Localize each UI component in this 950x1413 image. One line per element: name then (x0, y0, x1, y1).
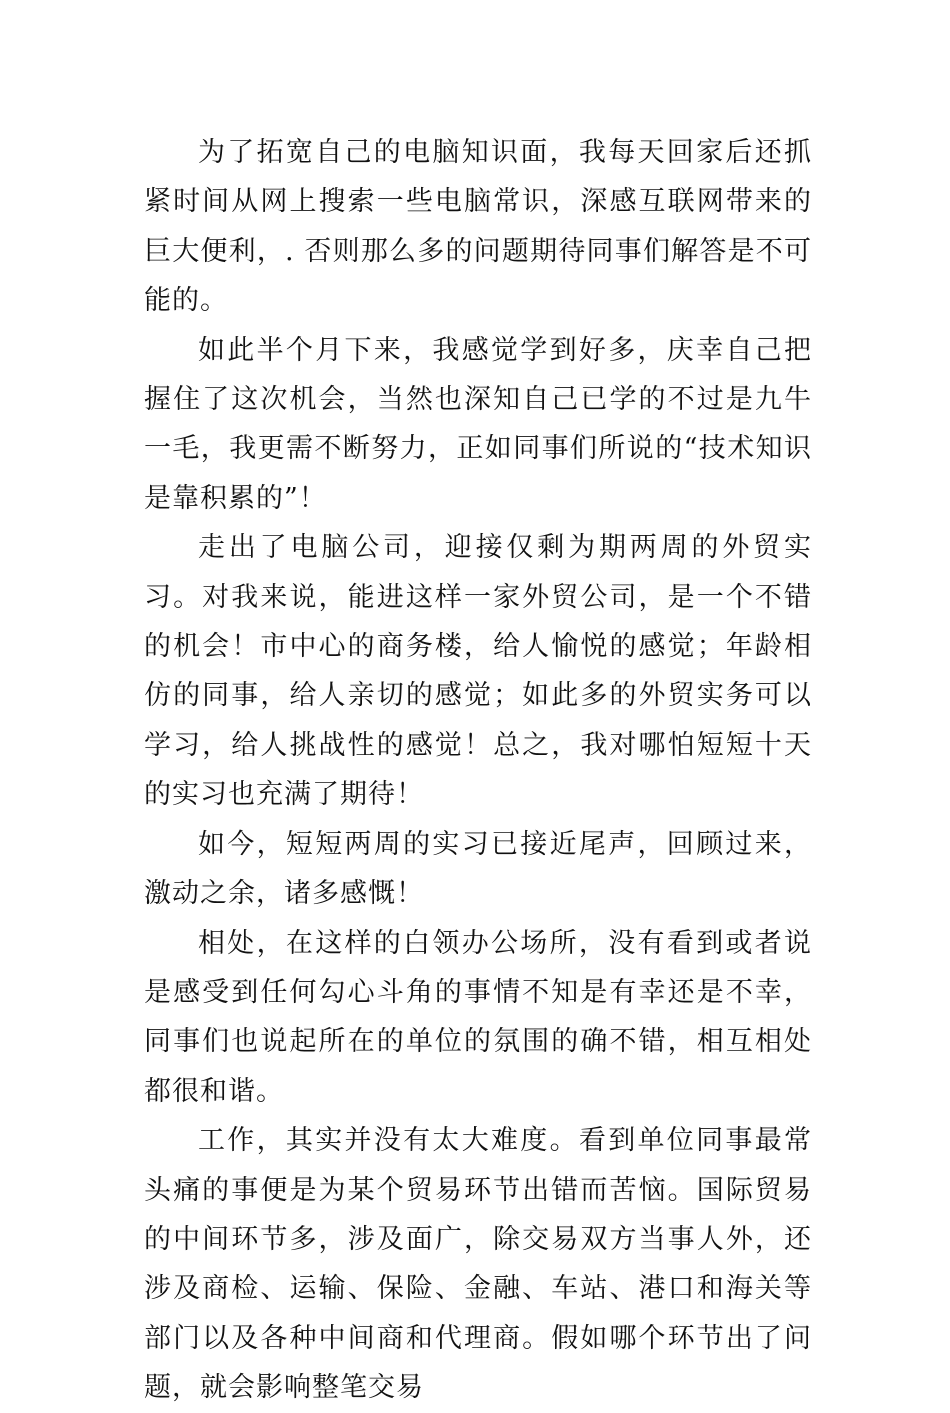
paragraph-nearing-end: 如今，短短两周的实习已接近尾声，回顾过来，激动之余，诸多感慨！ (144, 828, 812, 910)
paragraph-computer-knowledge: 为了拓宽自己的电脑知识面，我每天回家后还抓紧时间从网上搜索一些电脑常识，深感互联网带来的巨大便利，. 否则那么多的问题期待同事们解答是不可能的。 (144, 137, 812, 317)
paragraph-work: 工作，其实并没有太大难度。看到单位同事最常头痛的事便是为某个贸易环节出错而苦恼。国际贸易的中间环节多，涉及面广，除交易双方当事人外，还涉及商检、运输、保险、金融、车站、港口和海关等部门以及各种中间商和代理商。假如哪个环节出了问题，就会影响整笔交易 (144, 1125, 812, 1404)
document-body (144, 128, 812, 1413)
paragraph-foreign-trade-intro: 走出了电脑公司，迎接仅剩为期两周的外贸实习。对我来说，能进这样一家外贸公司，是一个不错的机会！市中心的商务楼，给人愉悦的感觉；年龄相仿的同事，给人亲切的感觉；如此多的外贸实务可以学习，给人挑战性的感觉！总之，我对哪怕短短十天的实习也充满了期待！ (144, 532, 812, 811)
paragraph-half-month-summary: 如此半个月下来，我感觉学到好多，庆幸自己把握住了这次机会，当然也深知自己已学的不过是九牛一毛，我更需不断努力，正如同事们所说的“技术知识是靠积累的”！ (144, 334, 812, 514)
paragraph-colleagues: 相处，在这样的白领办公场所，没有看到或者说是感受到任何勾心斗角的事情不知是有幸还是不幸，同事们也说起所在的单位的氛围的确不错，相互相处都很和谐。 (144, 927, 812, 1107)
